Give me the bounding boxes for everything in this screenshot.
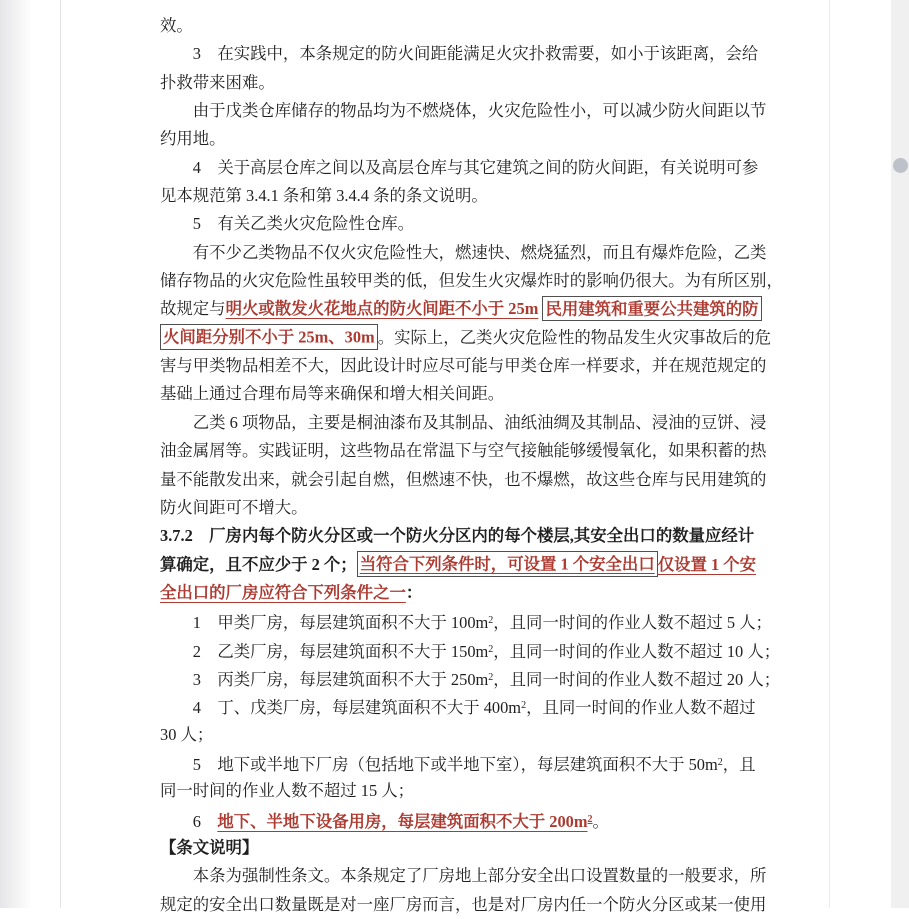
left-edge-shadow [0, 0, 32, 908]
body-text: 基础上通过合理布局等来确保和增大相关间距。 [160, 384, 505, 404]
text-line [160, 522, 755, 550]
text-line [160, 551, 757, 579]
body-text: 5 地下或半地下厂房（包括地下或半地下室），每层建筑面积不大于 50m [160, 754, 718, 774]
body-text: 30 人； [160, 724, 214, 744]
body-text: 3 丙类厂房，每层建筑面积不大于 250m [160, 669, 489, 689]
body-text: 同一时间的作业人数不超过 15 人； [160, 781, 415, 801]
text-line [160, 40, 759, 68]
text-line [160, 466, 767, 494]
revision-text: 火间距分别不小于 25m、30m [160, 324, 378, 350]
document-text [160, 12, 783, 919]
text-line [160, 749, 756, 777]
body-text: 有不少乙类物品不仅火灾危险性大，燃速快、燃烧猛烈，而且有爆炸危险，乙类 [160, 242, 767, 262]
text-line [160, 154, 759, 182]
body-text: 2 [521, 700, 527, 712]
text-line [160, 210, 740, 238]
body-text: 2 [488, 615, 494, 627]
text-line [160, 182, 740, 210]
body-text: 2 [488, 671, 494, 683]
text-line [160, 862, 767, 890]
body-text: 2 [717, 756, 723, 768]
text-line [160, 125, 740, 153]
text-line [160, 324, 772, 352]
body-text: 3 在实践中，本条规定的防火间距能满足火灾扑救需要，如小于该距离，会给 [160, 44, 759, 64]
text-line [160, 664, 781, 692]
text-line [160, 295, 759, 323]
body-text: 6 [160, 811, 218, 831]
body-text: 规定的安全出口数量既是对一座厂房而言，也是对厂房内任一个防火分区或某一使用 [160, 894, 767, 914]
body-text: 故规定与 [160, 299, 226, 319]
text-line [160, 692, 756, 720]
document-page [60, 0, 830, 914]
body-text: 算确定，且不应少于 2 个； [160, 554, 357, 574]
body-text: ，且同一时间的作业人数不超过 5 人； [493, 613, 772, 633]
text-line [160, 437, 767, 465]
text-line [160, 834, 740, 862]
body-text: 量不能散发出来，就会引起自燃，但燃速不快，也不爆燃，故这些仓库与民用建筑的 [160, 469, 767, 489]
text-line [160, 636, 781, 664]
text-line [160, 806, 740, 834]
body-text: 【条文说明】 [160, 837, 259, 857]
text-line [160, 267, 783, 295]
revision-text: 全出口的厂房应符合下列条件之一 [160, 582, 406, 602]
revision-text: 民用建筑和重要公共建筑的防 [542, 296, 761, 322]
body-text: 。实际上，乙类火灾危险性的物品发生火灾事故后的危 [377, 327, 772, 347]
body-text: 4 丁、戊类厂房，每层建筑面积不大于 400m [160, 698, 522, 718]
body-text: 防火间距可不增大。 [160, 497, 308, 517]
body-text: 2 [488, 643, 494, 655]
text-line [160, 352, 767, 380]
body-text: ，且同一时间的作业人数不超过 20 人； [493, 669, 781, 689]
body-text: 2 乙类厂房，每层建筑面积不大于 150m [160, 641, 489, 661]
text-line [160, 579, 740, 607]
body-text: ，且 [722, 754, 756, 774]
body-text: 1 甲类厂房，每层建筑面积不大于 100m [160, 613, 489, 633]
text-line [160, 12, 740, 40]
body-text: 。 [592, 811, 609, 831]
body-text: 5 有关乙类火灾危险性仓库。 [160, 214, 415, 234]
text-line [160, 891, 767, 919]
text-line [160, 380, 740, 408]
body-text: 扑救带来困难。 [160, 72, 275, 92]
revision-text: 当符合下列条件时，可设置 1 个安全出口 [357, 551, 658, 577]
text-line [160, 494, 740, 522]
text-line [160, 721, 740, 749]
body-text: 3.7.2 厂房内每个防火分区或一个防火分区内的每个楼层,其安全出口的数量应经计 [160, 526, 755, 546]
text-line [160, 409, 767, 437]
body-text: ，且同一时间的作业人数不超过 10 人； [493, 641, 781, 661]
revision-text: 仅设置 1 个安 [657, 554, 757, 574]
text-line [160, 97, 767, 125]
body-text: 由于戊类仓库储存的物品均为不燃烧体，火灾危险性小，可以减少防火间距以节 [160, 101, 767, 121]
body-text: ： [405, 582, 423, 602]
body-text: 储存物品的火灾危险性虽较甲类的低，但发生火灾爆炸时的影响仍很大。为有所区别， [160, 271, 783, 291]
body-text: 本条为强制性条文。本条规定了厂房地上部分安全出口设置数量的一般要求，所 [160, 866, 767, 886]
body-text: 见本规范第 3.4.1 条和第 3.4.4 条的条文说明。 [160, 186, 488, 206]
scrollbar-thumb[interactable] [893, 158, 908, 173]
revision-text: 2 [587, 813, 593, 825]
text-line [160, 239, 767, 267]
text-line [160, 777, 740, 805]
body-text: 乙类 6 项物品，主要是桐油漆布及其制品、油纸油绸及其制品、浸油的豆饼、浸 [160, 412, 767, 432]
body-text: 害与甲类物品相差不大，因此设计时应尽可能与甲类仓库一样要求，并在规范规定的 [160, 356, 767, 376]
text-line [160, 69, 740, 97]
body-text: 油金属屑等。实践证明，这些物品在常温下与空气接触能够缓慢氧化，如果积蓄的热 [160, 441, 767, 461]
body-text: 效。 [160, 16, 193, 35]
body-text: 4 关于高层仓库之间以及高层仓库与其它建筑之间的防火间距，有关说明可参 [160, 157, 759, 177]
revision-text: 地下、半地下设备用房，每层建筑面积不大于 200m [217, 811, 588, 831]
revision-text: 明火或散发火花地点的防火间距不小于 25m [225, 299, 539, 319]
scrollbar-track[interactable] [891, 0, 909, 908]
text-line [160, 607, 772, 635]
body-text: 约用地。 [160, 129, 226, 149]
body-text: ，且同一时间的作业人数不超过 [526, 698, 756, 718]
